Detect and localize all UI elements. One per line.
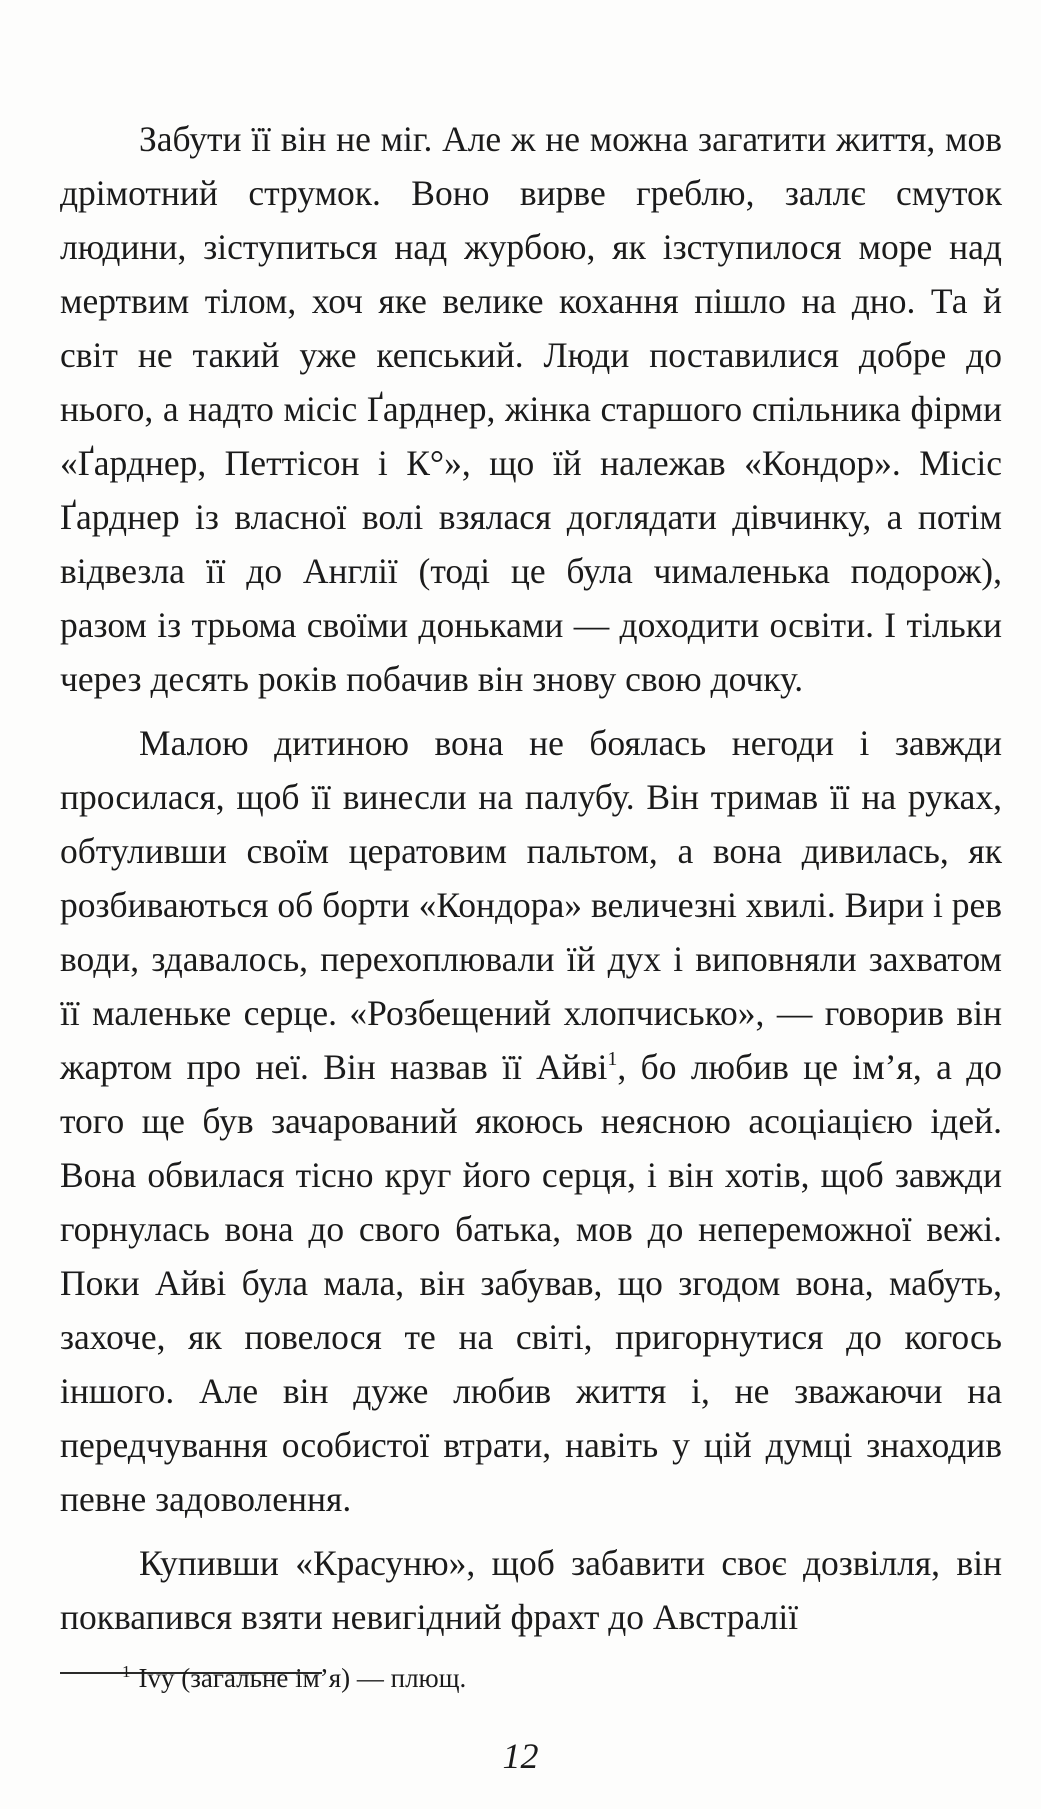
footnote-text: Ivy (загальне ім’я) — плющ. — [138, 1663, 467, 1693]
footnote-mark: 1 — [122, 1662, 131, 1681]
paragraph-2-text-start: Малою дитиною вона не боялась негоди і завжди просилася, щоб її винесли на палубу. Він тримав її на руках, обтуливши своїм цератовим пальтом, а вона дивилась, як розбиваються об борти «Кондора» величезні хвилі. Вири і рев води, здавалось, перехоплювали їй дух і виповняли захватом її маленьке серце. «Розбещений хлопчисько», — говорив він жартом про неї. Він назвав її Айві — [60, 723, 1002, 1087]
paragraph-2 — [60, 716, 1002, 1526]
body-text — [60, 112, 1002, 1644]
paragraph-1: Забути її він не міг. Але ж не можна загатити життя, мов дрімотний струмок. Воно вирве греблю, заллє смуток людини, зіступиться над журбою, як ізступилося море над мертвим тілом, хоч яке велике кохання пішло на дно. Та й світ не такий уже кепський. Люди поставилися добре до нього, а надто місіс Ґарднер, жінка старшого спільника фірми «Ґарднер, Петтісон і К°», що їй належав «Кондор». Місіс Ґарднер із власної волі взялася доглядати дівчинку, а потім відвезла її до Англії (тоді це була чималенька подорож), разом із трьома своїми доньками — доходити освіти. І тільки через десять років побачив він знову свою дочку. — [60, 119, 1002, 699]
footnote — [122, 1660, 982, 1696]
paragraph-2-text-end: , бо любив це ім’я, а до того ще був зачарований якоюсь неясною асоціацією ідей. Вона обвилася тісно круг його серця, і він хотів, щоб завжди горнулась вона до свого батька, мов до непереможної вежі. Поки Айві була мала, він забував, що згодом вона, мабуть, захоче, як повелося те на світі, пригорнутися до когось іншого. Але він дуже любив життя і, не зважаючи на передчування особистої втрати, навіть у цій думці знаходив певне задоволення. — [60, 1047, 1002, 1519]
page-number: 12 — [502, 1736, 539, 1776]
paragraph-3: Купивши «Красуню», щоб забавити своє дозвілля, він поквапився взяти невигідний фрахт до Австралії — [60, 1543, 1002, 1637]
footnote-reference[interactable]: 1 — [607, 1048, 618, 1070]
